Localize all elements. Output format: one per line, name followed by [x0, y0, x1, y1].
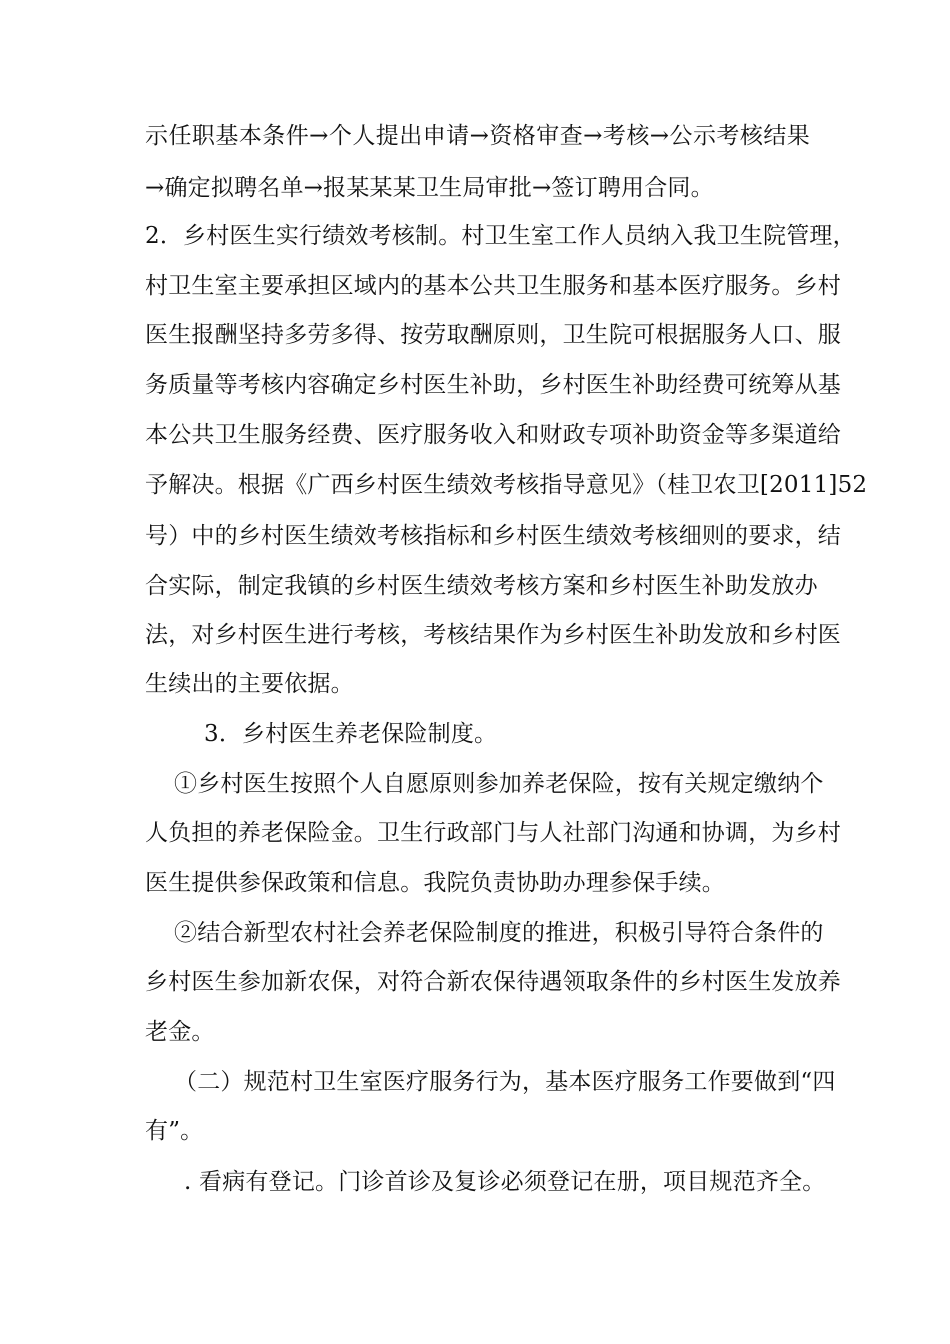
- text-line: 医生报酬坚持多劳多得、按劳取酬原则，卫生院可根据服务人口、服: [145, 322, 841, 348]
- text-line: 医生提供参保政策和信息。我院负责协助办理参保手续。: [145, 870, 725, 896]
- text-line: ①乡村医生按照个人自愿原则参加养老保险，按有关规定缴纳个: [174, 771, 824, 797]
- text-line: 有”。: [145, 1118, 204, 1144]
- text-line: ②结合新型农村社会养老保险制度的推进，积极引导符合条件的: [174, 920, 824, 946]
- text-line: 村卫生室主要承担区域内的基本公共卫生服务和基本医疗服务。乡村: [145, 273, 841, 299]
- text-line: 号）中的乡村医生绩效考核指标和乡村医生绩效考核细则的要求，结: [145, 523, 841, 549]
- text-line: →确定拟聘名单→报某某某卫生局审批→签订聘用合同。: [145, 175, 714, 201]
- text-line: . 看病有登记。门诊首诊及复诊必须登记在册，项目规范齐全。: [184, 1169, 826, 1195]
- text-line: 生续出的主要依据。: [145, 671, 354, 697]
- text-line: 予解决。根据《广西乡村医生绩效考核指导意见》（桂卫农卫[2011]52: [145, 472, 868, 498]
- text-line: 老金。: [145, 1019, 215, 1045]
- text-line: 法，对乡村医生进行考核，考核结果作为乡村医生补助发放和乡村医: [145, 622, 841, 648]
- section-heading: 3．乡村医生养老保险制度。: [204, 721, 498, 747]
- text-line: 2．乡村医生实行绩效考核制。村卫生室工作人员纳入我卫生院管理，: [145, 223, 856, 249]
- text-line: 乡村医生参加新农保，对符合新农保待遇领取条件的乡村医生发放养: [145, 969, 841, 995]
- text-line: 合实际，制定我镇的乡村医生绩效考核方案和乡村医生补助发放办: [145, 573, 818, 599]
- text-line: 本公共卫生服务经费、医疗服务收入和财政专项补助资金等多渠道给: [145, 422, 841, 448]
- text-line: 示任职基本条件→个人提出申请→资格审查→考核→公示考核结果: [145, 123, 810, 149]
- text-line: 务质量等考核内容确定乡村医生补助，乡村医生补助经费可统筹从基: [145, 372, 841, 398]
- text-line: 人负担的养老保险金。卫生行政部门与人社部门沟通和协调，为乡村: [145, 820, 841, 846]
- section-heading: （二）规范村卫生室医疗服务行为，基本医疗服务工作要做到“四: [174, 1069, 836, 1095]
